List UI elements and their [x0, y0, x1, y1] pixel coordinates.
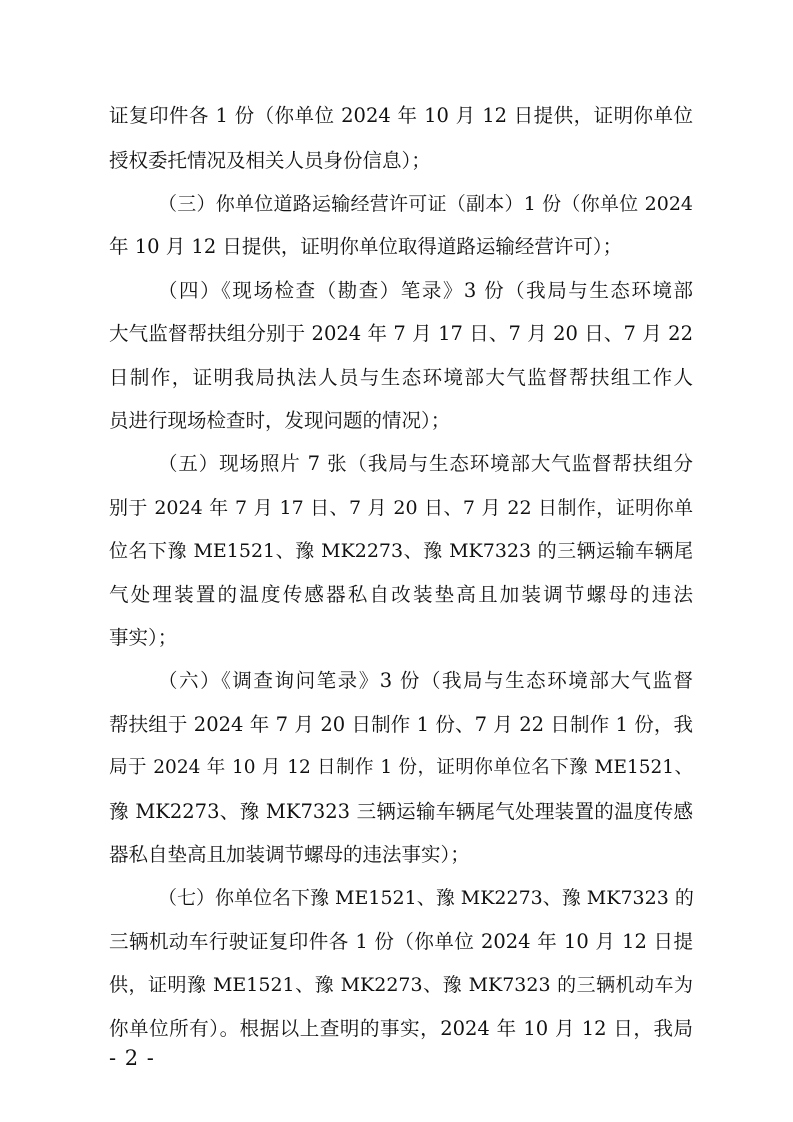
body-text-line: 年 10 月 12 日提供，证明你单位取得道路运输经营许可）；: [109, 235, 623, 258]
body-text-line: 员进行现场检查时，发现问题的情况）；: [109, 409, 451, 432]
body-text-line: 三辆机动车行驶证复印件各 1 份（你单位 2024 年 10 月 12 日提: [109, 930, 693, 953]
body-text-line: 局于 2024 年 10 月 12 日制作 1 份，证明你单位名下豫 ME1521、: [109, 757, 693, 778]
body-text-line: 授权委托情况及相关人员身份信息）；: [109, 149, 431, 172]
body-text-line: 位名下豫 ME1521、豫 MK2273、豫 MK7323 的三辆运输车辆尾: [109, 540, 693, 562]
body-text-line: （五）现场照片 7 张（我局与生态环境部大气监督帮扶组分: [158, 452, 693, 475]
body-text-line: （六）《调查询问笔录》3 份（我局与生态环境部大气监督: [158, 669, 693, 692]
body-text-line: 气处理装置的温度传感器私自改装垫高且加装调节螺母的违法: [109, 583, 693, 606]
body-text-line: 别于 2024 年 7 月 17 日、7 月 20 日、7 月 22 日制作，证明你单: [109, 497, 693, 519]
body-text-line: 豫 MK2273、豫 MK7323 三辆运输车辆尾气处理装置的温度传感: [109, 800, 693, 823]
body-text-line: 器私自垫高且加装调节螺母的违法事实）；: [109, 843, 470, 866]
body-text-line: 事实）；: [109, 626, 178, 649]
body-text-line: （三）你单位道路运输经营许可证（副本）1 份（你单位 2024: [158, 193, 693, 215]
body-text-line: （四）《现场检查（勘查）笔录》3 份（我局与生态环境部: [158, 279, 693, 302]
page-number: - 2 -: [109, 1046, 155, 1070]
body-text-line: 证复印件各 1 份（你单位 2024 年 10 月 12 日提供，证明你单位: [109, 104, 693, 127]
body-text-line: 大气监督帮扶组分别于 2024 年 7 月 17 日、7 月 20 日、7 月 22: [109, 322, 693, 345]
body-text-line: 日制作，证明我局执法人员与生态环境部大气监督帮扶组工作人: [109, 366, 693, 389]
body-text-line: （七）你单位名下豫 ME1521、豫 MK2273、豫 MK7323 的: [158, 887, 694, 909]
body-text-line: 你单位所有）。根据以上查明的事实，2024 年 10 月 12 日，我局: [109, 1017, 693, 1040]
body-text-line: 供，证明豫 ME1521、豫 MK2273、豫 MK7323 的三辆机动车为: [109, 974, 693, 996]
body-text-line: 帮扶组于 2024 年 7 月 20 日制作 1 份、7 月 22 日制作 1 份，我: [109, 713, 693, 736]
